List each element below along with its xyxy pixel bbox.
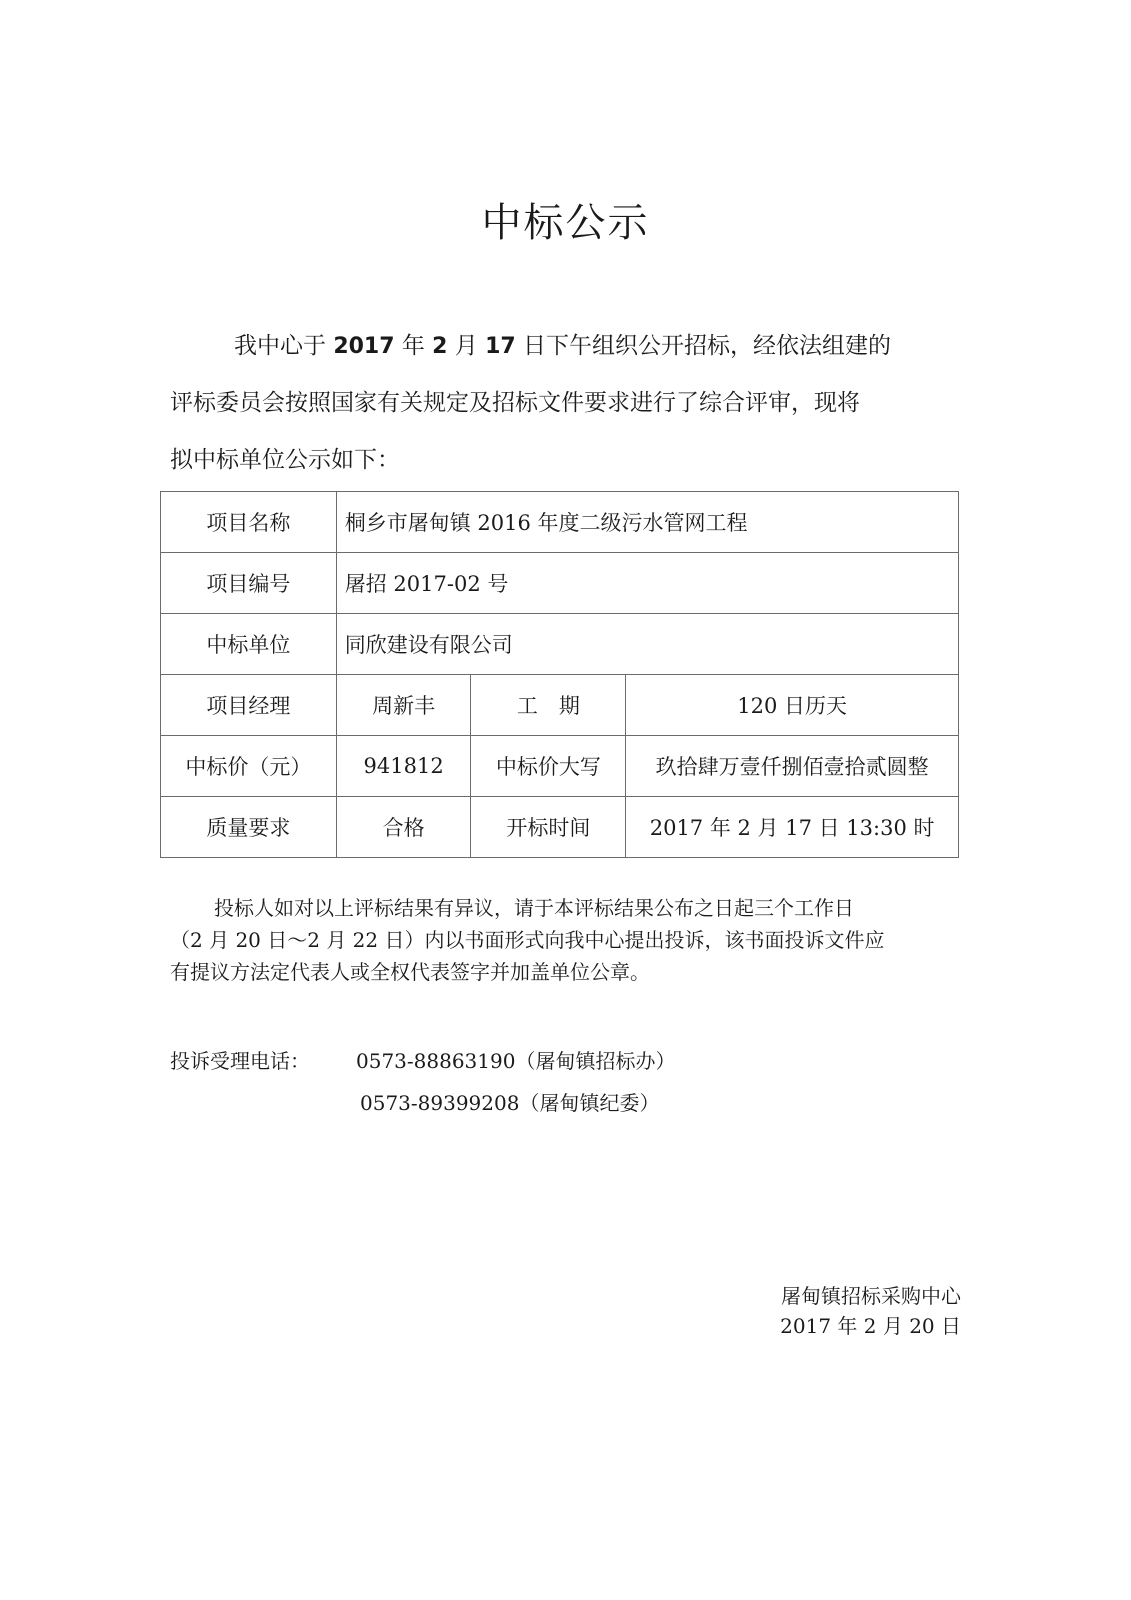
project-no-label: 项目编号	[161, 553, 337, 614]
signature-date: 2017 年 2 月 20 日	[780, 1314, 961, 1338]
price-value: 941812	[336, 736, 471, 797]
table-row	[161, 492, 959, 553]
project-name-label: 项目名称	[161, 492, 337, 553]
contact-label: 投诉受理电话：	[170, 1049, 310, 1073]
winner-value: 同欣建设有限公司	[336, 614, 958, 675]
table-row	[161, 614, 959, 675]
signature-org: 屠甸镇招标采购中心	[781, 1284, 961, 1308]
intro-text: 我中心于	[234, 333, 326, 359]
contact-phone-2: 0573-89399208（屠甸镇纪委）	[360, 1091, 660, 1115]
period-value: 120 日历天	[626, 675, 959, 736]
intro-paragraph	[170, 318, 960, 489]
quality-label: 质量要求	[161, 797, 337, 858]
page-title: 中标公示	[481, 200, 650, 246]
intro-text: 年	[401, 333, 425, 359]
intro-text: 日下午组织公开招标，经依法组建的	[523, 333, 892, 359]
intro-line-3: 拟中标单位公示如下：	[170, 447, 400, 473]
note-line-3: 有提议方法定代表人或全权代表签字并加盖单位公章。	[170, 960, 650, 984]
intro-month: 2	[432, 334, 448, 359]
price-upper-label: 中标价大写	[471, 736, 626, 797]
bid-info-table	[160, 491, 959, 858]
table-row	[161, 553, 959, 614]
note-line-1: 投标人如对以上评标结果有异议，请于本评标结果公布之日起三个工作日	[214, 896, 854, 920]
open-time-label: 开标时间	[471, 797, 626, 858]
intro-line-2: 评标委员会按照国家有关规定及招标文件要求进行了综合评审，现将	[170, 390, 860, 416]
table-row	[161, 736, 959, 797]
table-row	[161, 675, 959, 736]
intro-day: 17	[485, 334, 516, 359]
signature-block	[780, 1281, 961, 1341]
contact-phone-1: 0573-88863190（屠甸镇招标办）	[356, 1049, 676, 1073]
period-label: 工 期	[471, 675, 626, 736]
intro-year: 2017	[333, 334, 395, 359]
price-upper-value: 玖拾肆万壹仟捌佰壹拾贰圆整	[626, 736, 959, 797]
manager-label: 项目经理	[161, 675, 337, 736]
price-label: 中标价（元）	[161, 736, 337, 797]
note-line-2: （2 月 20 日～2 月 22 日）内以书面形式向我中心提出投诉，该书面投诉文件应	[170, 928, 885, 952]
winner-label: 中标单位	[161, 614, 337, 675]
project-no-value: 屠招 2017-02 号	[336, 553, 958, 614]
table-row	[161, 797, 959, 858]
intro-text: 月	[454, 333, 478, 359]
open-time-value: 2017 年 2 月 17 日 13:30 时	[626, 797, 959, 858]
objection-note	[170, 892, 960, 988]
complaint-contact	[170, 1046, 675, 1118]
intro-line-1	[170, 318, 960, 375]
contact-row-1	[170, 1046, 675, 1076]
quality-value: 合格	[336, 797, 471, 858]
project-name-value: 桐乡市屠甸镇 2016 年度二级污水管网工程	[336, 492, 958, 553]
manager-value: 周新丰	[336, 675, 471, 736]
